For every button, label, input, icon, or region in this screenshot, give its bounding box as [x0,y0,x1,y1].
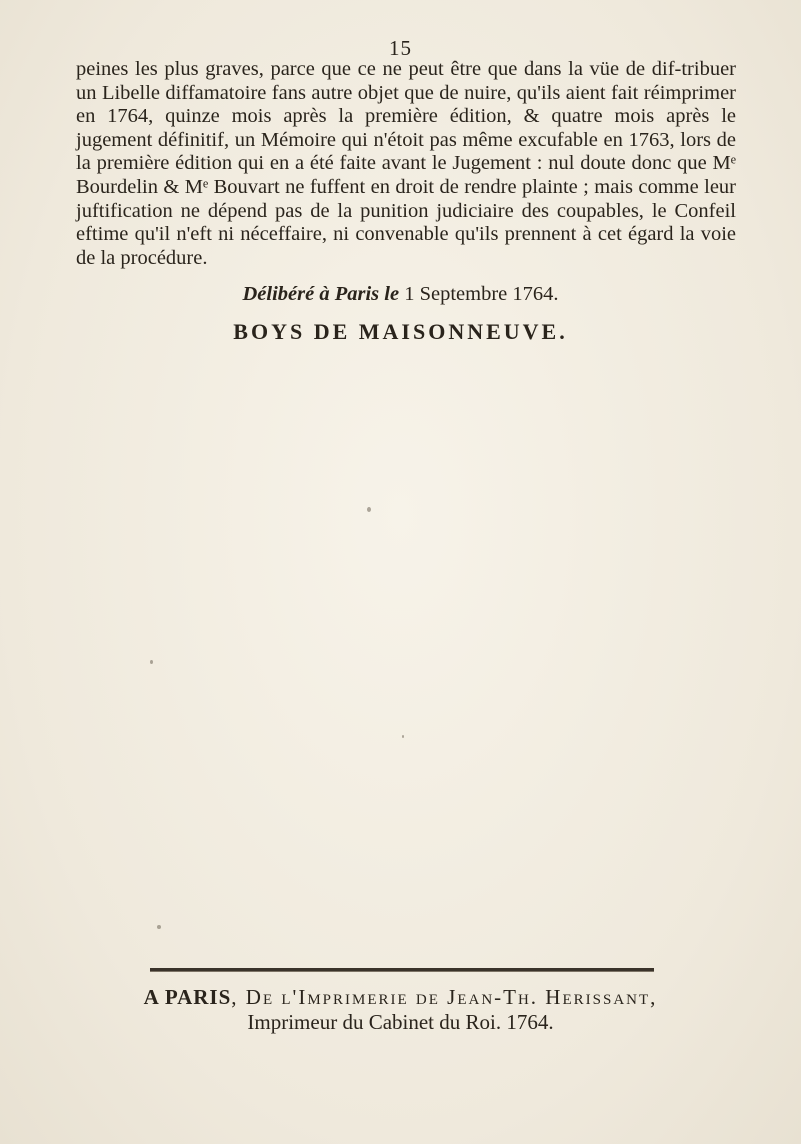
deliberation-date: 1 Septembre 1764. [404,283,559,305]
paper-speck [367,507,371,512]
imprint-city: A PARIS [143,985,232,1009]
body-paragraph: peines les plus graves, parce que ce ne peut être que dans la vüe de dif-tribuer un Libelle diffamatoire fans autre objet que de nuire, qu'ils aient fait réimprimer en 1764, quinze mois après la première édition, & quatre mois après le jugement définitif, un Mémoire qui n'étoit pas même excufable en 1763, lors de la première édition qui en a été faite avant le Jugement : nul doute donc que Mᵉ Bourdelin & Mᵉ Bouvart ne fuffent en droit de rendre plainte ; mais comme leur juftification ne dépend pas de la punition judiciaire des coupables, le Confeil eftime qu'il n'eft ni néceffaire, ni convenable qu'ils prennent à cet égard la voie de la procédure. [76,58,736,269]
imprint-line-2: Imprimeur du Cabinet du Roi. 1764. [247,1010,554,1034]
imprint-line-1 [0,985,801,1010]
paper-speck [150,660,153,664]
deliberation-text: Délibéré à Paris le [242,283,400,305]
deliberation-line [0,283,801,306]
imprint-printer: , De l'Imprimerie de Jean-Th. Herissant, [231,985,658,1009]
imprint [0,985,801,1035]
body-text [76,58,736,270]
divider-rule [150,968,654,972]
page-number: 15 [389,36,412,60]
paper-speck [157,925,161,929]
paper-speck [402,735,404,738]
signature: BOYS DE MAISONNEUVE. [233,319,568,344]
